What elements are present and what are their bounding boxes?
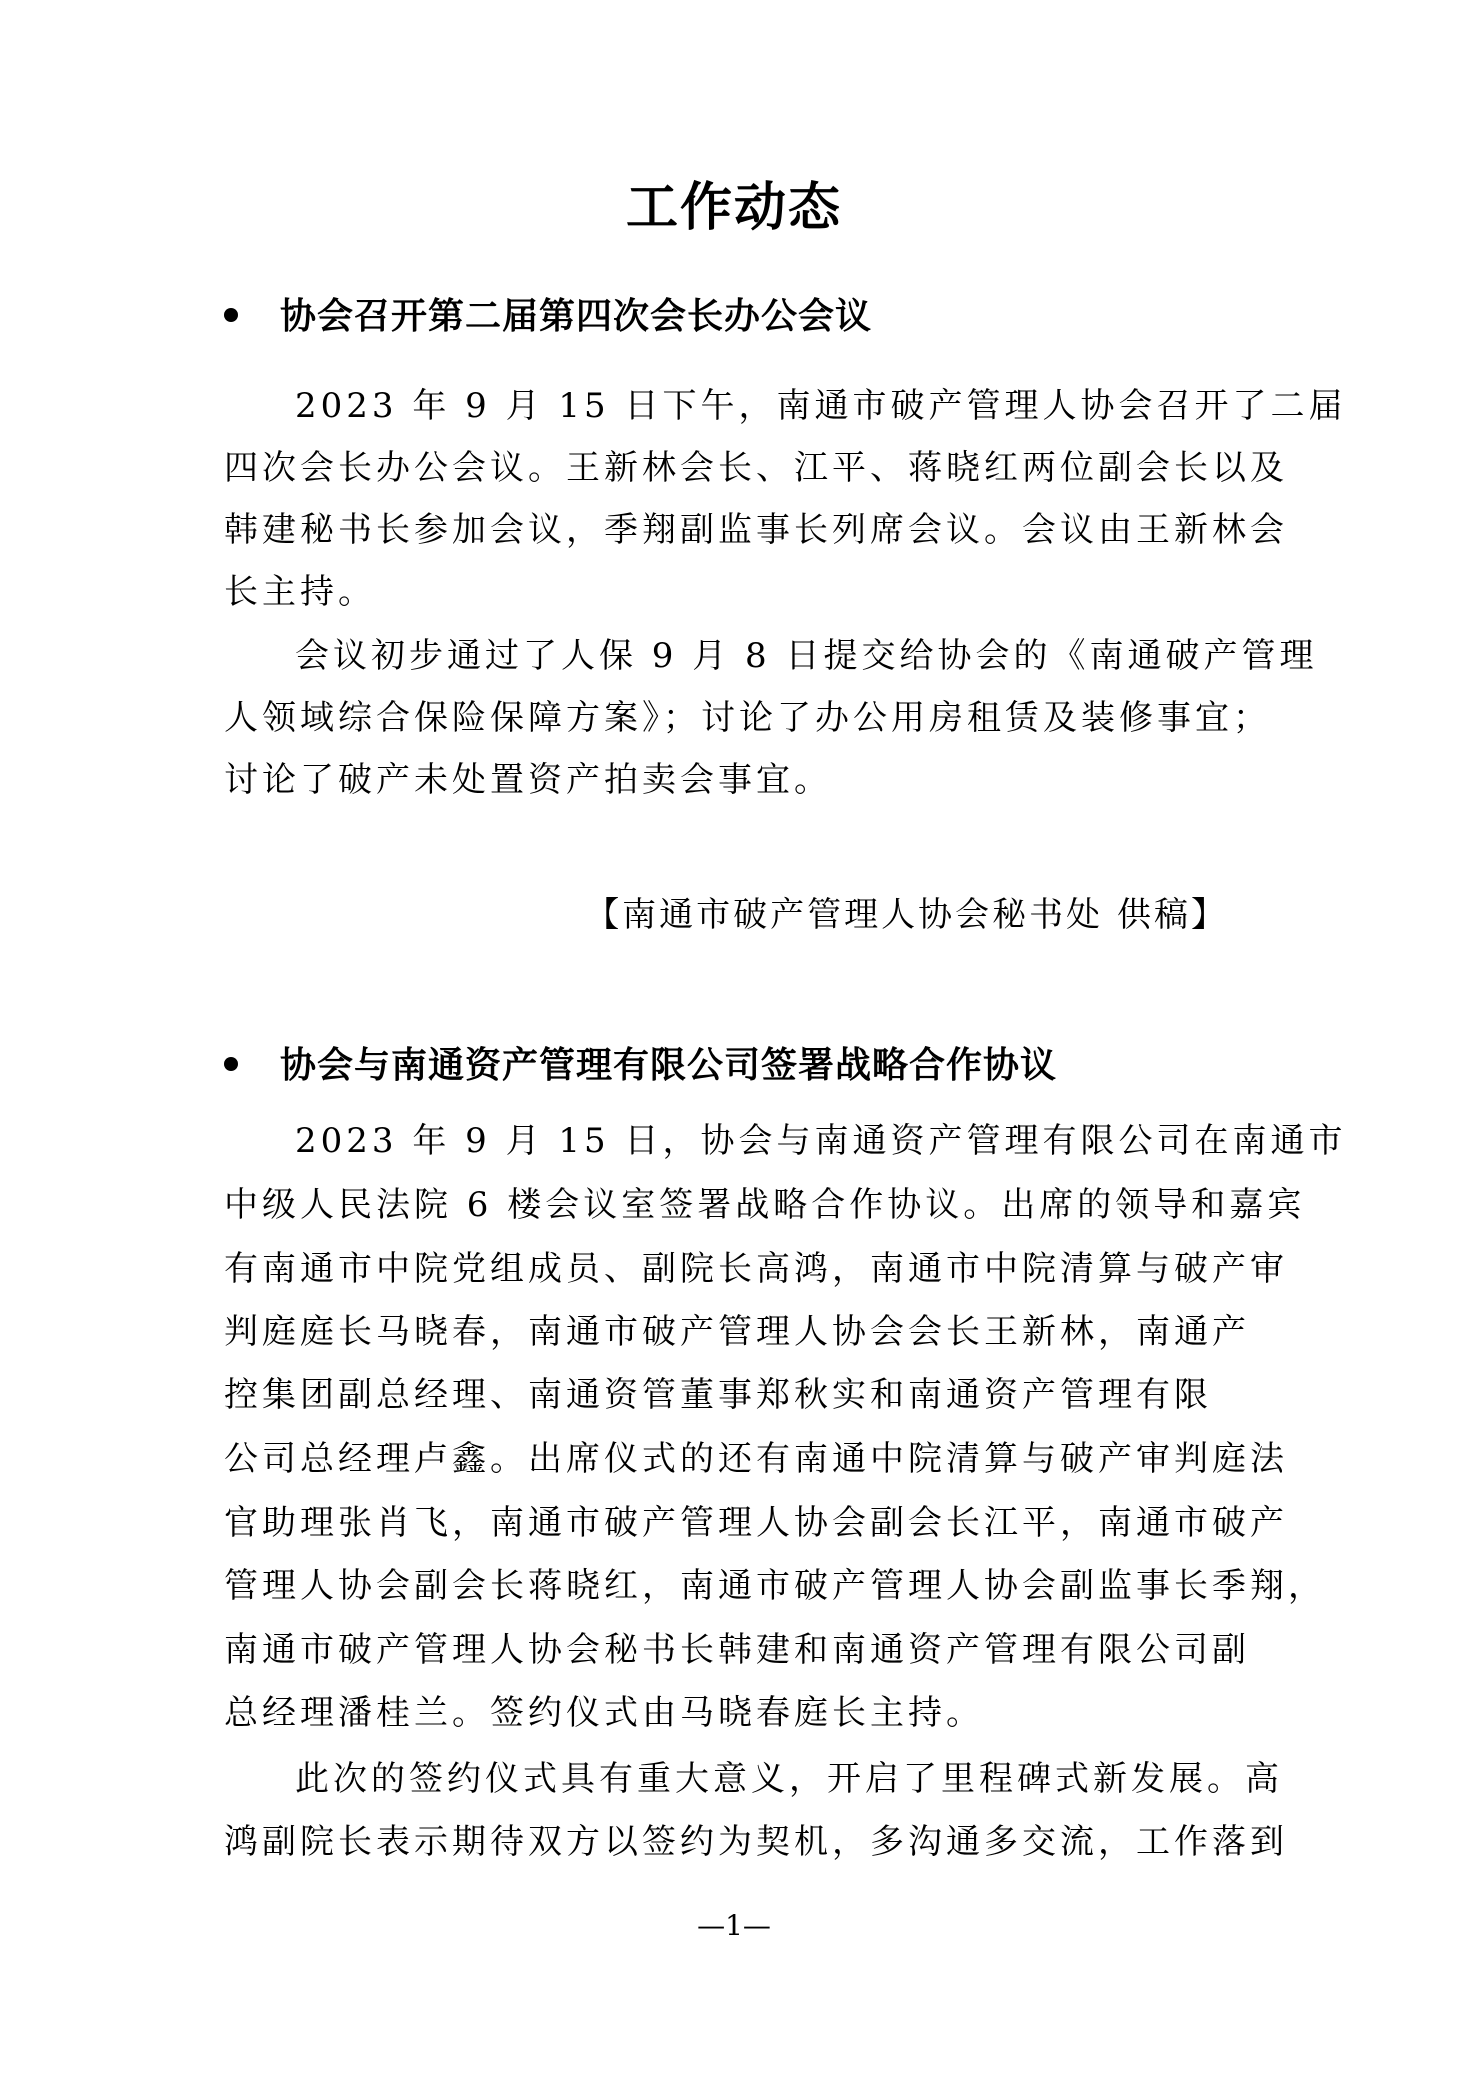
- paragraph-line: 官助理张肖飞，南通市破产管理人协会副会长江平，南通市破产: [224, 1503, 1288, 1543]
- paragraph-line: 控集团副总经理、南通资管董事郑秋实和南通资产管理有限: [224, 1375, 1212, 1415]
- paragraph-line: 会议初步通过了人保 9 月 8 日提交给协会的《南通破产管理: [295, 636, 1318, 676]
- paragraph-line: 鸿副院长表示期待双方以签约为契机，多沟通多交流，工作落到: [224, 1822, 1288, 1862]
- paragraph-line: 2023 年 9 月 15 日下午，南通市破产管理人协会召开了二届: [295, 386, 1347, 426]
- bullet-icon: [224, 1057, 238, 1071]
- source-credit: 【南通市破产管理人协会秘书处 供稿】: [585, 895, 1228, 935]
- paragraph-line: 公司总经理卢鑫。出席仪式的还有南通中院清算与破产审判庭法: [224, 1439, 1288, 1479]
- paragraph-line: 管理人协会副会长蒋晓红，南通市破产管理人协会副监事长季翔，: [224, 1566, 1326, 1606]
- paragraph-line: 长主持。: [224, 572, 376, 612]
- paragraph-line: 2023 年 9 月 15 日，协会与南通资产管理有限公司在南通市: [295, 1121, 1347, 1161]
- paragraph-line: 韩建秘书长参加会议，季翔副监事长列席会议。会议由王新林会: [224, 510, 1288, 550]
- section-heading: [224, 291, 872, 343]
- paragraph-line: 总经理潘桂兰。签约仪式由马晓春庭长主持。: [224, 1693, 984, 1733]
- section-heading: [224, 1040, 1057, 1092]
- page-number: —1—: [697, 1909, 771, 1942]
- page-title: 工作动态: [625, 178, 842, 238]
- paragraph-line: 此次的签约仪式具有重大意义，开启了里程碑式新发展。高: [295, 1759, 1283, 1799]
- paragraph-line: 中级人民法院 6 楼会议室签署战略合作协议。出席的领导和嘉宾: [224, 1185, 1306, 1225]
- paragraph-line: 南通市破产管理人协会秘书长韩建和南通资产管理有限公司副: [224, 1630, 1250, 1670]
- paragraph-line: 四次会长办公会议。王新林会长、江平、蒋晓红两位副会长以及: [224, 448, 1288, 488]
- section-heading-text: 协会召开第二届第四次会长办公会议: [280, 296, 873, 337]
- paragraph-line: 讨论了破产未处置资产拍卖会事宜。: [224, 760, 832, 800]
- bullet-icon: [224, 308, 238, 322]
- section-heading-text: 协会与南通资产管理有限公司签署战略合作协议: [280, 1045, 1058, 1086]
- paragraph-line: 判庭庭长马晓春，南通市破产管理人协会会长王新林，南通产: [224, 1312, 1250, 1352]
- paragraph-line: 有南通市中院党组成员、副院长高鸿，南通市中院清算与破产审: [224, 1249, 1288, 1289]
- paragraph-line: 人领域综合保险保障方案》；讨论了办公用房租赁及装修事宜；: [224, 698, 1271, 738]
